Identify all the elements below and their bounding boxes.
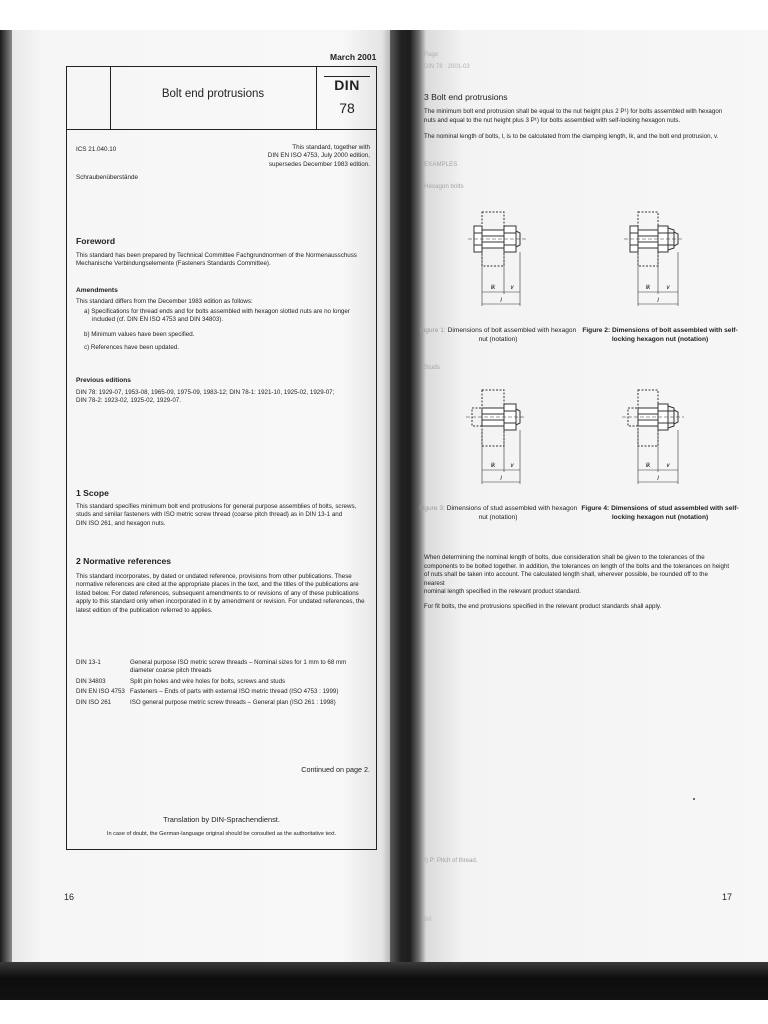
figure-2-caption-text: Dimensions of bolt assembled with self-locking hexagon nut (notation)	[611, 327, 738, 343]
rule-line: nuts and equal to the nut height plus 3 P¹) for bolts assembled with self-locking hexagon nuts.	[424, 116, 681, 124]
label-l: l	[500, 298, 502, 304]
label-lk: lk	[645, 463, 651, 469]
scan-bottom-margin	[0, 1000, 768, 1024]
label-v: v	[666, 285, 670, 291]
ics-code: ICS 21.040.10	[76, 146, 117, 153]
reference-row	[76, 699, 372, 709]
scope-line: This standard specifies minimum bolt end protrusions for general purpose assemblies of bolts, screws,	[76, 503, 357, 510]
label-v: v	[510, 463, 514, 469]
figure-4-stud-self-locking-nut	[620, 384, 690, 496]
figure-3-caption-text: Dimensions of stud assembled with hexagon nut (notation)	[446, 505, 578, 521]
fit-bolts-text: For fit bolts, the end protrusions specified in the relevant product standards shall apply.	[424, 603, 662, 610]
rule-line: The minimum bolt end protrusion shall be equal to the nut height plus 2 P¹) for bolts assembled with hexagon	[424, 108, 723, 115]
footnote-pitch: ¹) P: Pitch of thread.	[424, 858, 478, 864]
previous-editions-text	[76, 389, 372, 406]
tolerance-line: of nuts shall be taken into account. The calculated length shall, wherever possible, be rounded off to the nearest	[424, 571, 708, 587]
normative-line: This standard incorporates, by dated or undated reference, provisions from other publications. These	[76, 573, 352, 580]
label-lk: lk	[490, 285, 496, 291]
publication-date: March 2001	[330, 52, 377, 62]
supersedes-line: supersedes December 1983 edition.	[268, 160, 370, 168]
page-number-left: 16	[64, 892, 75, 902]
label-v: v	[666, 463, 670, 469]
scan-left-edge	[0, 30, 12, 970]
figure-4-caption	[580, 504, 740, 522]
german-title: Schraubenüberstände	[76, 174, 138, 181]
scope-line: studs and similar fasteners with ISO metric screw thread (coarse pitch thread) as in DIN 13-1 and	[76, 511, 343, 519]
scan-top-margin	[0, 0, 768, 30]
amendment-item: c) References have been updated.	[84, 344, 179, 351]
figure-1-prefix: Figure 1:	[419, 327, 446, 334]
figure-3-caption	[418, 504, 578, 522]
translation-note: Translation by DIN-Sprachendienst.	[163, 815, 280, 824]
figure-3-stud-hexagon-nut	[462, 384, 532, 496]
running-header-page: Page	[424, 52, 439, 58]
figure-2-caption	[580, 326, 740, 344]
reference-row	[76, 678, 372, 688]
label-l: l	[657, 298, 659, 304]
supersedes-line: DIN EN ISO 4753, July 2000 edition,	[267, 152, 370, 160]
normative-references-text	[76, 573, 372, 615]
supersedes-line: This standard, together with	[292, 144, 370, 151]
foreword-line: This standard has been prepared by Technical Committee Fachgrundnormen of the Normenausschuss	[76, 252, 357, 259]
tolerance-text	[424, 554, 730, 597]
right-page-background	[424, 30, 768, 965]
reference-row	[76, 659, 372, 678]
reference-title: Fasteners – Ends of parts with external ISO metric thread (ISO 4753 : 1999)	[130, 688, 339, 696]
amendments-intro: This standard differs from the December 1983 edition as follows:	[76, 298, 253, 305]
amendment-line: included (cf. DIN EN ISO 4753 and DIN 34803).	[92, 316, 224, 324]
amendment-item	[84, 308, 372, 325]
scan-bottom-edge	[0, 962, 768, 1002]
tolerance-line: components to be bolted together. In addition, the tolerances on length of the bolts and the tolerances on height	[424, 562, 730, 570]
din-number: 78	[339, 100, 355, 116]
reference-code: DIN EN ISO 4753	[76, 688, 125, 696]
section-3-heading: 3 Bolt end protrusions	[424, 92, 508, 102]
studs-label: Studs	[424, 364, 440, 371]
normative-references-heading: 2 Normative references	[76, 556, 172, 566]
label-lk: lk	[490, 463, 496, 469]
scope-heading: 1 Scope	[76, 488, 109, 498]
previous-editions-line: DIN 78-2: 1923-02, 1925-02, 1929-07.	[76, 397, 181, 405]
scan-speck	[693, 798, 695, 800]
reference-code: DIN 34803	[76, 677, 106, 685]
hexagon-bolts-label: Hexagon bolts	[424, 183, 464, 190]
tolerance-line: When determining the nominal length of bolts, due consideration shall be given to the tolerances of the	[424, 554, 705, 561]
reference-code: DIN 13-1	[76, 659, 101, 666]
authoritative-text-note: In case of doubt, the German-language original should be consulted as the authoritative text.	[106, 831, 337, 837]
supersedes-note	[240, 144, 370, 169]
bottom-note: B/I	[424, 917, 432, 923]
label-l: l	[500, 476, 502, 482]
continued-note: Continued on page 2.	[301, 765, 370, 774]
label-lk: lk	[645, 285, 651, 291]
protrusion-rule-text	[424, 108, 730, 125]
running-header-din: DIN 78 : 2001-03	[424, 64, 470, 70]
normative-line: listed below. For dated references, subsequent amendments to or revisions of any of these publications	[76, 589, 359, 597]
figure-2-bolt-self-locking-nut	[620, 206, 690, 318]
scope-line: DIN ISO 261, and hexagon nuts.	[76, 519, 166, 527]
foreword-line: Mechanische Verbindungselemente (Fasteners Standards Committee).	[76, 260, 271, 268]
foreword-text	[76, 252, 372, 269]
references-table	[76, 659, 372, 709]
reference-title: Split pin holes and wire holes for bolts, screws and studs	[130, 677, 286, 685]
figure-3-prefix: Figure 3:	[418, 505, 445, 512]
label-l: l	[657, 476, 659, 482]
figure-4-prefix: Figure 4:	[581, 505, 610, 512]
normative-line: apply to this standard only when incorporated in it by amendment or revision. For undated references, the	[76, 598, 365, 606]
din-logo: DIN	[324, 76, 370, 93]
reference-row	[76, 688, 372, 698]
figure-1-caption-text: Dimensions of bolt assembled with hexagon nut (notation)	[447, 327, 577, 343]
document-frame	[66, 66, 377, 850]
label-v: v	[510, 285, 514, 291]
examples-label: EXAMPLES	[424, 161, 458, 168]
reference-code: DIN ISO 261	[76, 698, 112, 706]
previous-editions-heading: Previous editions	[76, 377, 131, 384]
reference-title: ISO general purpose metric screw threads – General plan (ISO 261 : 1998)	[130, 698, 336, 706]
normative-line: latest edition of the publication referred to applies.	[76, 606, 213, 614]
amendment-item: b) Minimum values have been specified.	[84, 331, 195, 338]
figure-4-caption-text: Dimensions of stud assembled with self-locking hexagon nut (notation)	[611, 505, 739, 521]
page-number-right: 17	[722, 892, 733, 902]
title-divider-right	[316, 66, 317, 130]
reference-title: General purpose ISO metric screw threads – Nominal sizes for 1 mm to 68 mm diameter coarse pitch threads	[130, 659, 347, 675]
book-gutter	[390, 30, 426, 965]
nominal-length-text: The nominal length of bolts, l, is to be calculated from the clamping length, lk, and the bolt end protrusion, v.	[424, 133, 719, 140]
amendments-heading: Amendments	[76, 287, 118, 294]
document-title: Bolt end protrusions	[161, 88, 265, 100]
normative-line: normative references are cited at the appropriate places in the text, and the titles of the publications are	[76, 581, 359, 589]
amendment-line: a) Specifications for thread ends and for bolts assembled with hexagon slotted nuts are no longer	[84, 308, 350, 315]
figure-2-prefix: Figure 2:	[582, 327, 611, 334]
scope-text	[76, 503, 372, 528]
figure-1-caption	[418, 326, 578, 344]
previous-editions-line: DIN 78: 1929-07, 1953-08, 1965-09, 1975-09, 1983-12; DIN 78-1: 1921-10, 1925-02, 1929-07;	[76, 389, 335, 396]
foreword-heading: Foreword	[76, 236, 116, 246]
tolerance-line: nominal length specified in the relevant product standard.	[424, 588, 581, 596]
figure-1-bolt-hexagon-nut	[462, 206, 532, 318]
